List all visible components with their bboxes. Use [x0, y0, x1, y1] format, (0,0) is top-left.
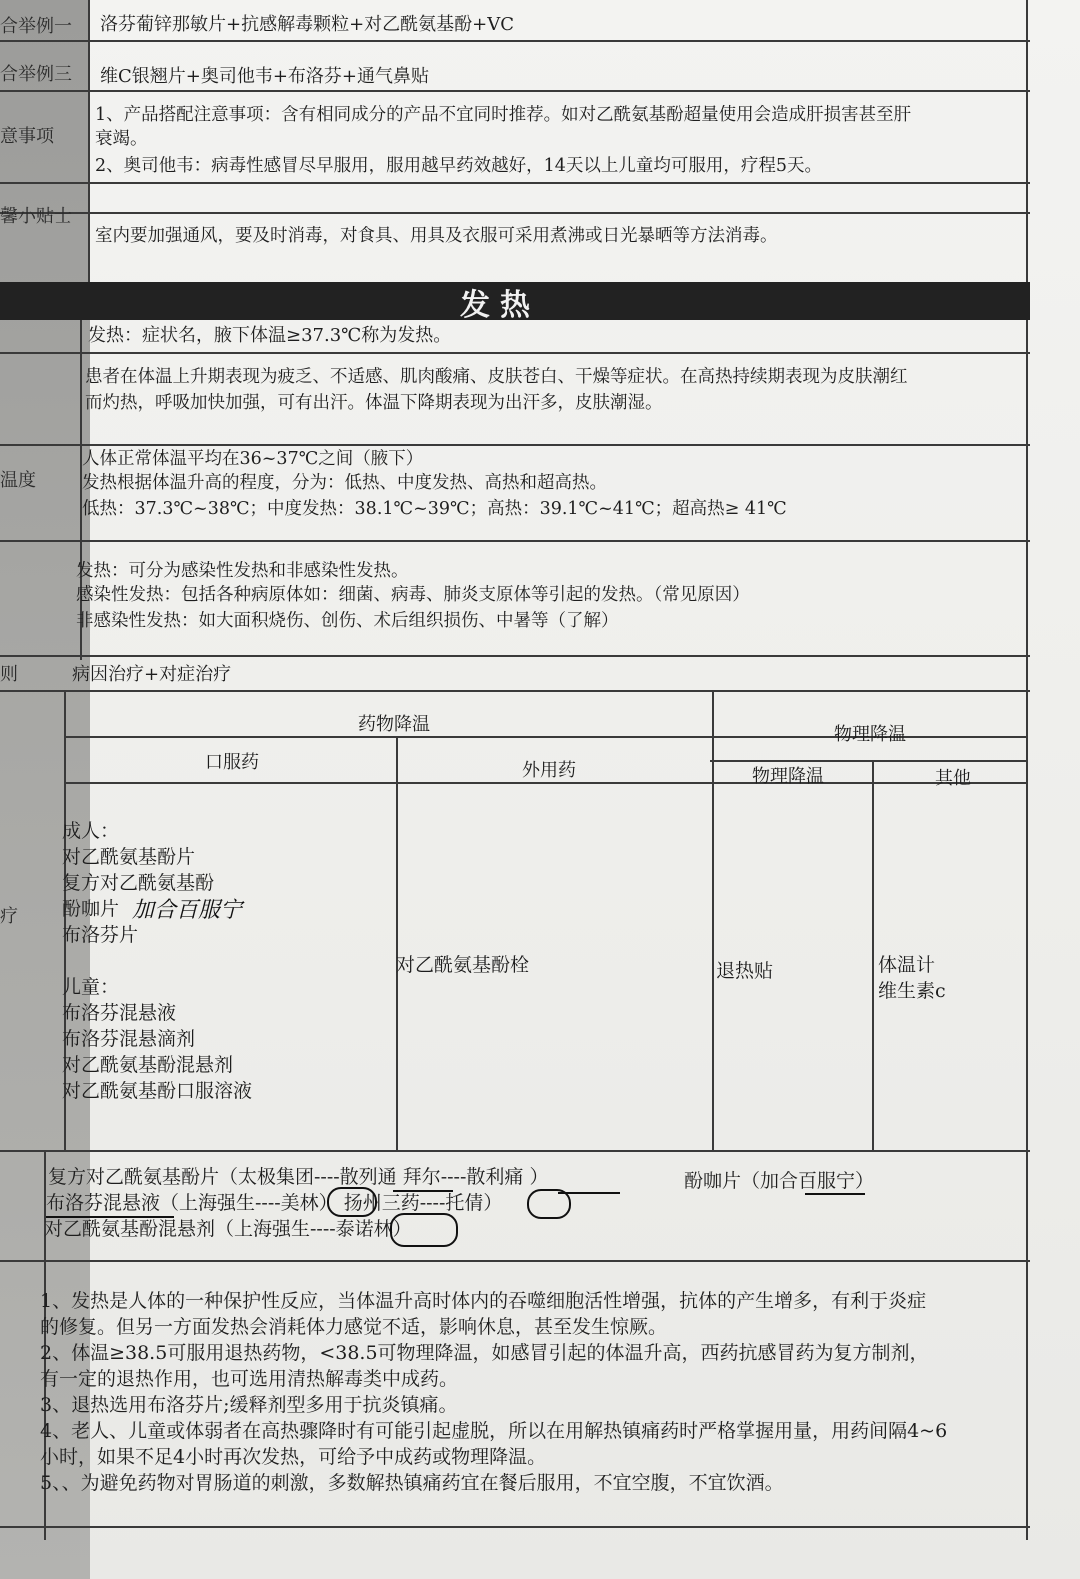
rule: [0, 1150, 1030, 1152]
brand-line: 布洛芬混悬液（上海强生----美林） 扬州三药----托倩）: [46, 1192, 503, 1214]
tips-text: 室内要加强通风，要及时消毒，对食具、用具及衣服可采用煮沸或日光暴晒等方法消毒。: [95, 226, 778, 246]
rule: [0, 444, 1030, 446]
notes-line: 衰竭。: [95, 129, 148, 149]
rule: [1026, 0, 1028, 282]
combo2-text: 维C银翘片+奥司他韦+布洛芬+通气鼻贴: [100, 66, 430, 87]
fever-definition: 发热：症状名，腋下体温≥37.3℃称为发热。: [88, 325, 452, 346]
rule: [64, 782, 1028, 784]
rule: [0, 540, 1030, 542]
note-line: 小时，如果不足4小时再次发热，可给予中成药或物理降温。: [40, 1446, 547, 1468]
rule: [0, 655, 1030, 657]
rule: [0, 352, 1030, 354]
col-external: 外用药: [522, 760, 576, 781]
oral-item: 布洛芬混悬滴剂: [62, 1028, 196, 1050]
handwritten-underline: [46, 1216, 174, 1218]
notes-label: 意事项: [0, 126, 54, 147]
header-physical-cooling: 物理降温: [834, 724, 906, 745]
note-line: 4、老人、儿童或体弱者在高热骤降时有可能引起虚脱，所以在用解热镇痛药时严格掌握用量，用药间隔4~6: [40, 1420, 948, 1442]
oral-item: 酚咖片: [62, 898, 120, 920]
col-physical: 物理降温: [752, 766, 824, 787]
combo1-label: 合举例一: [0, 16, 72, 37]
oral-gap: [62, 948, 252, 974]
temperature-line: 发热根据体温升高的程度，分为：低热、中度发热、高热和超高热。: [82, 473, 607, 493]
rule: [0, 212, 1030, 214]
fever-symptom-line: 患者在体温上升期表现为疲乏、不适感、肌肉酸痛、皮肤苍白、干燥等症状。在高热持续期表现为皮肤潮红: [85, 367, 908, 387]
cause-line: 感染性发热：包括各种病原体如：细菌、病毒、肺炎支原体等引起的发热。（常见原因）: [76, 585, 750, 605]
rule: [396, 738, 398, 1150]
handwritten-circle: [390, 1213, 458, 1247]
rule: [0, 40, 1030, 42]
other-item: 体温计: [878, 954, 936, 976]
rule: [88, 0, 90, 282]
col-oral: 口服药: [205, 752, 259, 773]
brand-line: 复方对乙酰氨基酚片（太极集团----散列通 拜尔----散利痛 ）: [48, 1166, 549, 1188]
rule: [0, 1526, 1030, 1528]
note-line: 2、体温≥38.5可服用退热药物，<38.5可物理降温，如感冒引起的体温升高，西药抗感冒药为复方制剂，: [40, 1342, 929, 1364]
oral-item: 复方对乙酰氨基酚: [62, 872, 215, 894]
oral-item: 布洛芬片: [62, 924, 139, 946]
combo1-text: 洛芬葡锌那敏片+抗感解毒颗粒+对乙酰氨基酚+VC: [100, 14, 515, 35]
handwritten-underline: [558, 1192, 620, 1194]
oral-item: 对乙酰氨基酚片: [62, 846, 196, 868]
external-drug: 对乙酰氨基酚栓: [396, 954, 530, 976]
rule: [0, 690, 1030, 692]
oral-item: 成人：: [62, 820, 120, 842]
combo2-label: 合举例三: [0, 64, 72, 85]
header-drug-cooling: 药物降温: [358, 714, 430, 735]
oral-list: [62, 818, 252, 1104]
cause-line: 非感染性发热：如大面积烧伤、创伤、术后组织损伤、中暑等（了解）: [76, 611, 619, 631]
tips-label: 馨小贴士: [0, 206, 72, 227]
note-line: 1、发热是人体的一种保护性反应，当体温升高时体内的吞噬细胞活性增强，抗体的产生增多，有利于炎症: [40, 1290, 927, 1312]
temperature-line: 人体正常体温平均在36~37℃之间（腋下）: [82, 449, 424, 469]
rule: [0, 90, 1030, 92]
treatment-side-label: 疗: [0, 906, 18, 927]
principle-label: 则: [0, 664, 18, 685]
rule: [0, 182, 1030, 184]
principle-text: 病因治疗+对症治疗: [72, 664, 232, 685]
brand-line: 酚咖片（加合百服宁）: [684, 1170, 875, 1192]
note-line: 3、退热选用布洛芬片;缓释剂型多用于抗炎镇痛。: [40, 1394, 458, 1416]
section-title: 发热: [460, 288, 540, 323]
oral-item: 对乙酰氨基酚口服溶液: [62, 1080, 253, 1102]
notes-line: 1、产品搭配注意事项：含有相同成分的产品不宜同时推荐。如对乙酰氨基酚超量使用会造成肝损害甚至肝: [95, 105, 912, 125]
handwritten-underline: [393, 1190, 453, 1192]
cause-line: 发热：可分为感染性发热和非感染性发热。: [76, 561, 409, 581]
handwritten-circle: [327, 1187, 377, 1217]
rule: [0, 1260, 1030, 1262]
physical-item: 退热贴: [716, 960, 774, 982]
note-line: 有一定的退热作用，也可选用清热解毒类中成药。: [40, 1368, 459, 1390]
oral-item: 儿童：: [62, 976, 120, 998]
note-line: 5、、为避免药物对胃肠道的刺激，多数解热镇痛药宜在餐后服用，不宜空腹，不宜饮酒。: [40, 1472, 784, 1494]
handwritten-underline: [805, 1193, 865, 1195]
other-item: 维生素c: [878, 980, 946, 1002]
notes-bottom: [40, 1288, 947, 1496]
col-other: 其他: [935, 768, 971, 789]
oral-item: 布洛芬混悬液: [62, 1002, 177, 1024]
oral-item: 对乙酰氨基酚混悬剂: [62, 1054, 234, 1076]
temperature-label: 温度: [0, 470, 36, 491]
other-list: [878, 952, 946, 1004]
rule: [1026, 320, 1028, 1540]
notes-line: 2、奥司他韦：病毒性感冒尽早服用，服用越早药效越好，14天以上儿童均可服用，疗程5天。: [95, 156, 823, 176]
temperature-line: 低热：37.3℃~38℃；中度发热：38.1℃~39℃；高热：39.1℃~41℃；超高热≥ 41℃: [82, 499, 787, 519]
note-line: 的修复。但另一方面发热会消耗体力感觉不适，影响休息，甚至发生惊厥。: [40, 1316, 668, 1338]
handwritten-note: 加合百服宁: [132, 898, 243, 923]
fever-symptom-line: 而灼热，呼吸加快加强，可有出汗。体温下降期表现为出汗多，皮肤潮湿。: [85, 393, 663, 413]
brand-line: 对乙酰氨基酚混悬剂（上海强生----泰诺林）: [44, 1218, 412, 1240]
rule: [712, 690, 714, 1150]
rule: [872, 760, 874, 1150]
